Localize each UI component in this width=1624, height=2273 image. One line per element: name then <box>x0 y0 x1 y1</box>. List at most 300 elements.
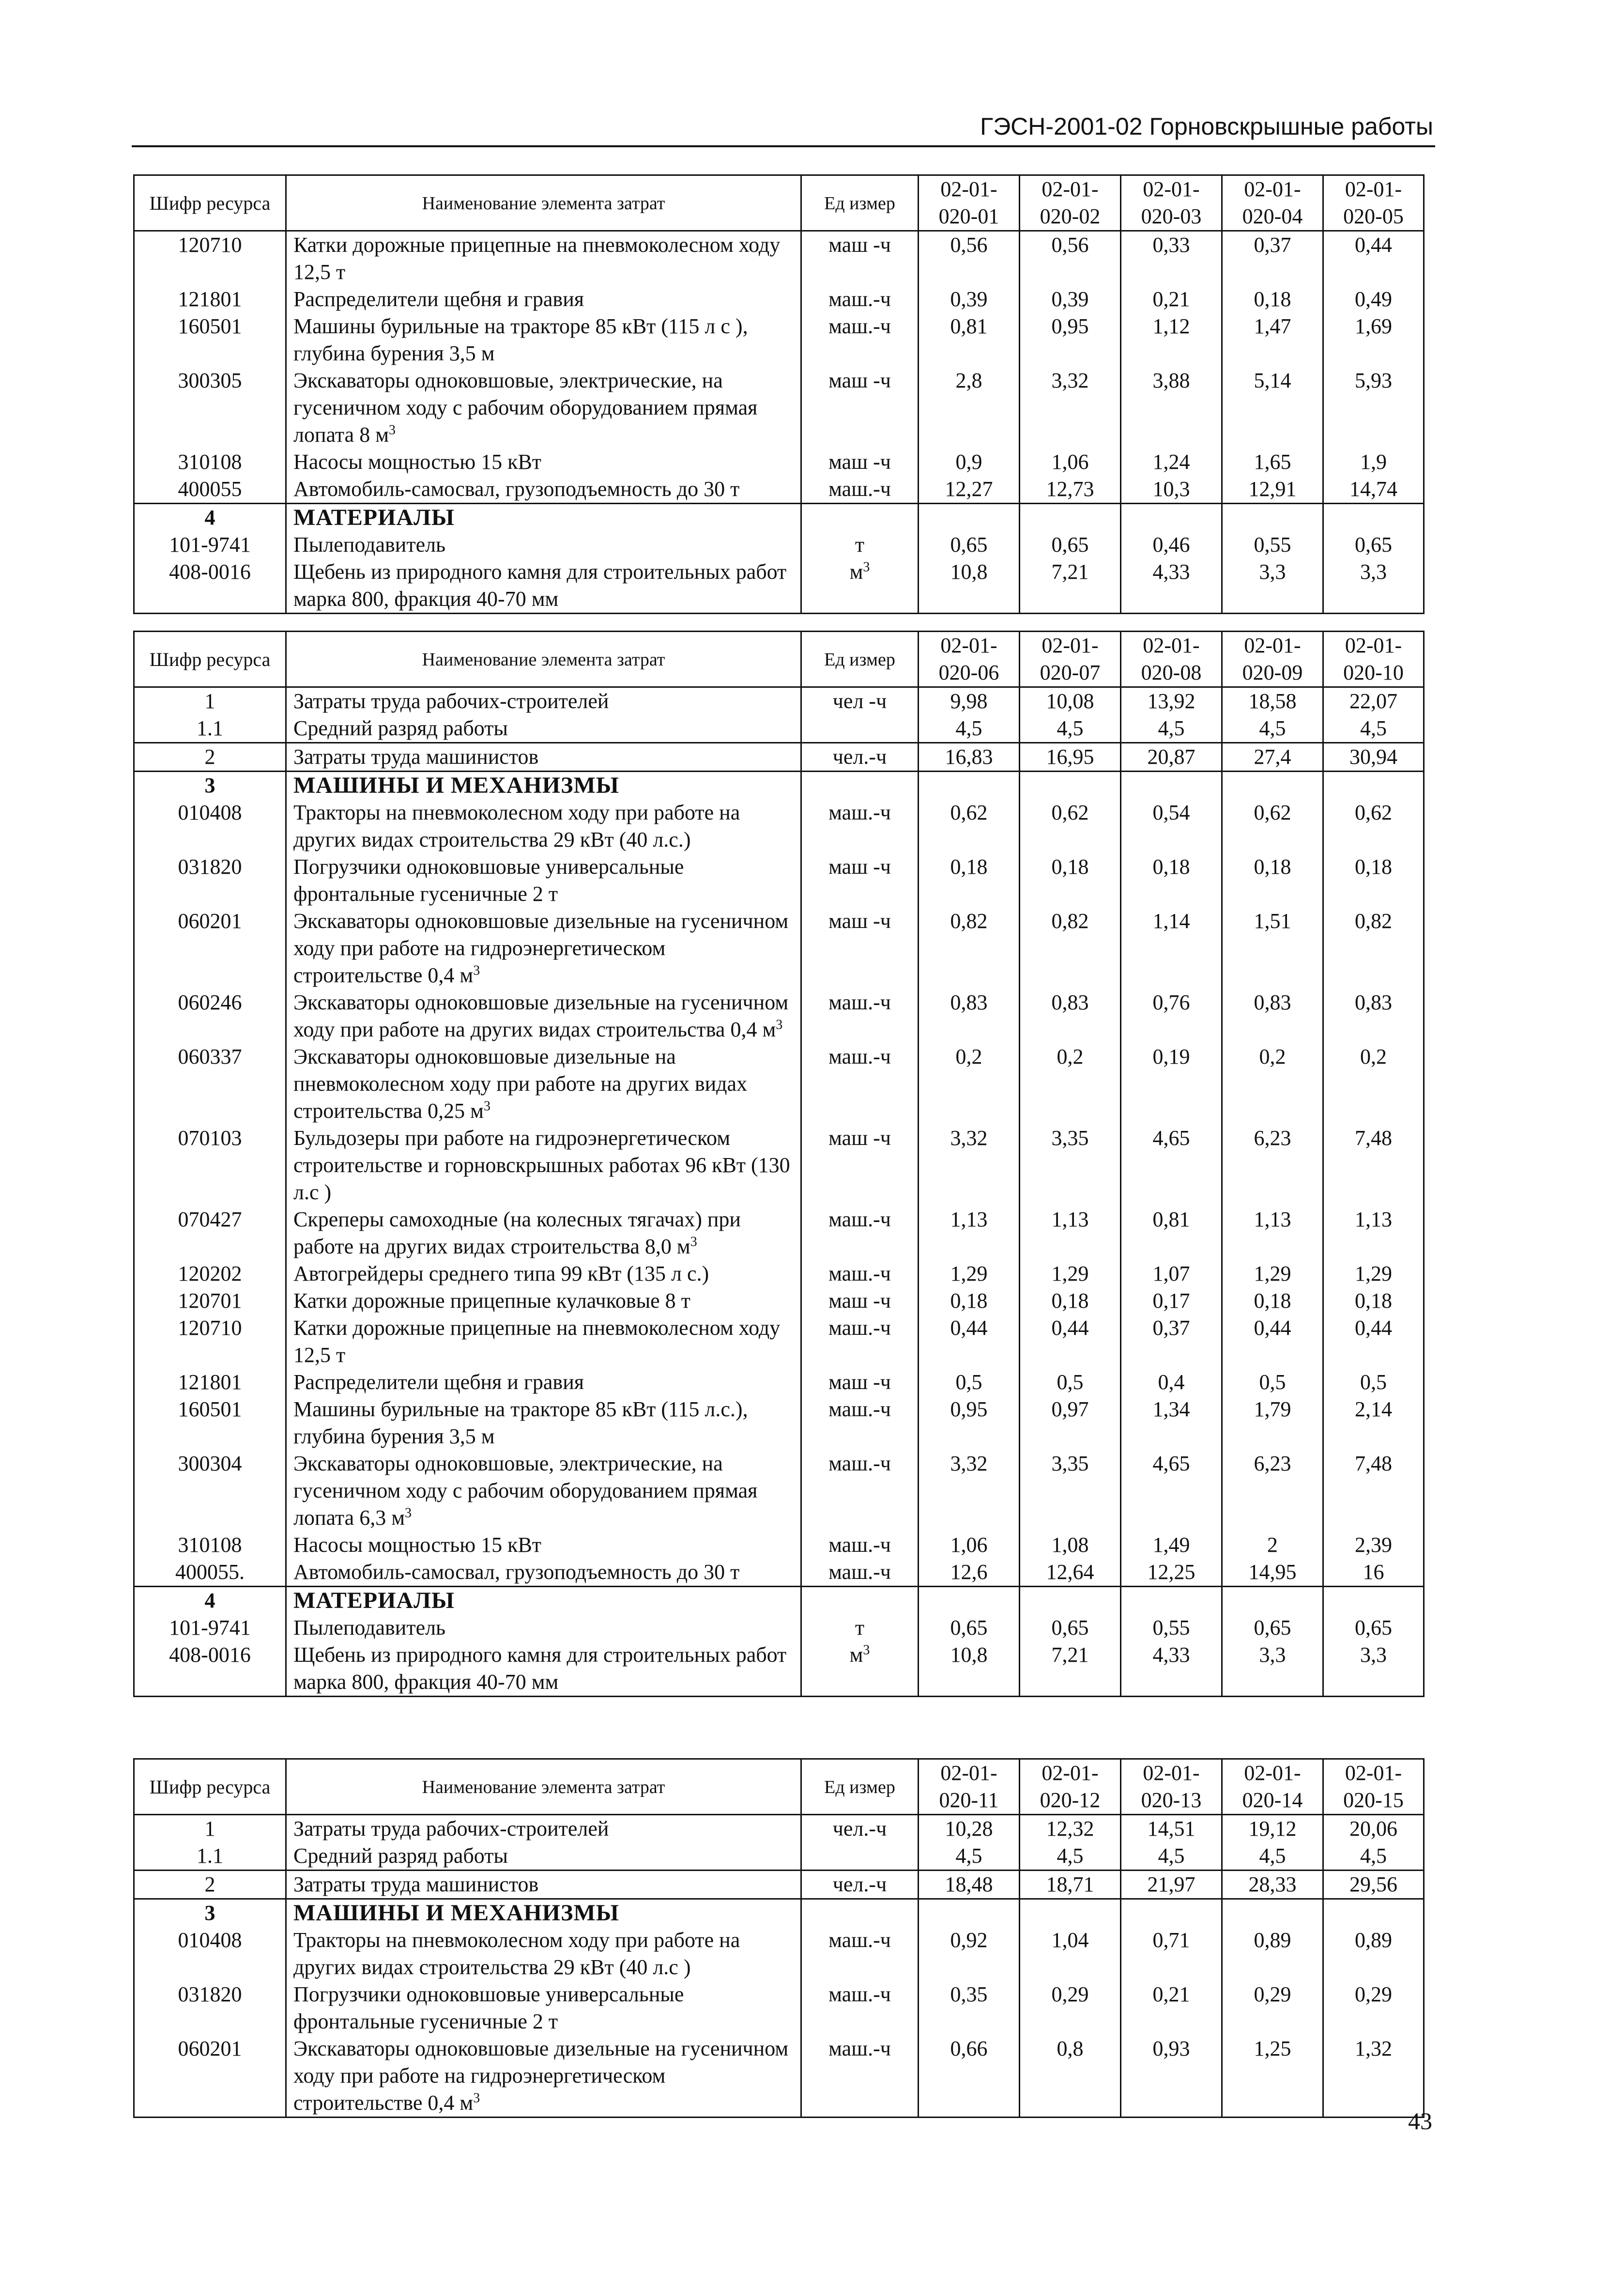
norm-value: 0,44 <box>1323 1314 1424 1369</box>
norm-value: 4,33 <box>1121 1641 1222 1697</box>
cost-element-name <box>286 1450 801 1531</box>
norm-value: 4,65 <box>1121 1450 1222 1531</box>
header-column-code: 02-01-020-02 <box>1020 175 1121 231</box>
cost-element-name <box>286 286 801 313</box>
cost-element-text: Затраты труда рабочих-строителей <box>293 689 609 713</box>
norm-value: 0,17 <box>1121 1287 1222 1314</box>
norm-value: 0,18 <box>1222 1287 1323 1314</box>
unit-text: м <box>849 560 863 584</box>
cost-element-text: Пылеподавитель <box>293 1616 446 1639</box>
norm-value: 0,92 <box>919 1927 1020 1981</box>
norm-value: 16,95 <box>1020 743 1121 772</box>
norm-value: 0,44 <box>1323 231 1424 286</box>
cost-element-text: Распределители щебня и гравия <box>293 287 584 311</box>
header-name-text: Наименование элемента затрат <box>422 193 665 214</box>
norm-value: 1,32 <box>1323 2035 1424 2118</box>
table-row <box>134 799 1424 853</box>
unit-of-measure <box>801 687 919 715</box>
norm-value: 0,29 <box>1222 1981 1323 2035</box>
norm-value: 0,21 <box>1121 286 1222 313</box>
norm-value: 10,8 <box>919 558 1020 614</box>
norm-value: 0,18 <box>919 1287 1020 1314</box>
norm-value: 0,56 <box>1020 231 1121 286</box>
resource-code: 060337 <box>134 1043 286 1125</box>
norm-value: 0,81 <box>919 313 1020 367</box>
section-row <box>134 772 1424 800</box>
norm-value: 0,4 <box>1121 1369 1222 1396</box>
header-code <box>134 632 286 687</box>
cost-element-name <box>286 743 801 772</box>
norm-value: 0,93 <box>1121 2035 1222 2118</box>
norm-value: 0,18 <box>1020 1287 1121 1314</box>
superscript: 3 <box>473 2090 480 2106</box>
norm-value: 6,23 <box>1222 1125 1323 1206</box>
cost-element-name <box>286 989 801 1043</box>
resource-code: 160501 <box>134 1396 286 1450</box>
unit-text: маш -ч <box>828 1370 891 1394</box>
table-row <box>134 1842 1424 1871</box>
cost-element-name <box>286 1043 801 1125</box>
table-row <box>134 853 1424 908</box>
table-row <box>134 1614 1424 1641</box>
table-row <box>134 1450 1424 1531</box>
unit-of-measure <box>801 286 919 313</box>
resource-code: 310108 <box>134 448 286 476</box>
cost-element-name <box>286 1260 801 1287</box>
cost-element-text: Затраты труда рабочих-строителей <box>293 1817 609 1840</box>
superscript: 3 <box>473 963 480 978</box>
norm-value: 2 <box>1222 1531 1323 1559</box>
norm-value: 2,39 <box>1323 1531 1424 1559</box>
table-header-row <box>134 175 1424 231</box>
norm-value <box>1222 1587 1323 1615</box>
unit-text: маш.-ч <box>828 1207 891 1231</box>
norm-value: 5,93 <box>1323 367 1424 448</box>
norm-value: 1,47 <box>1222 313 1323 367</box>
norm-value: 10,28 <box>919 1815 1020 1843</box>
norm-value: 14,74 <box>1323 476 1424 504</box>
norm-value: 0,46 <box>1121 531 1222 558</box>
unit-of-measure <box>801 1125 919 1206</box>
norm-value: 0,29 <box>1020 1981 1121 2035</box>
norm-value: 10,3 <box>1121 476 1222 504</box>
norm-value: 19,12 <box>1222 1815 1323 1843</box>
unit-of-measure <box>801 231 919 286</box>
norm-value: 1,14 <box>1121 908 1222 989</box>
norm-value: 14,51 <box>1121 1815 1222 1843</box>
norm-value: 1,06 <box>1020 448 1121 476</box>
norm-value: 12,91 <box>1222 476 1323 504</box>
norm-value <box>919 772 1020 800</box>
norm-value <box>1020 772 1121 800</box>
table-row <box>134 1531 1424 1559</box>
header-unit <box>801 175 919 231</box>
superscript: 3 <box>776 1017 783 1033</box>
header-code-text: Шифр ресурса <box>149 649 271 670</box>
norm-value: 1,29 <box>1222 1260 1323 1287</box>
cost-element-text: Погрузчики одноковшовые универсальные фронтальные гусеничные 2 т <box>293 855 684 906</box>
norm-value: 0,83 <box>1323 989 1424 1043</box>
header-name <box>286 175 801 231</box>
norm-value: 7,21 <box>1020 558 1121 614</box>
header-code-text: Шифр ресурса <box>149 192 271 214</box>
unit-of-measure <box>801 1531 919 1559</box>
cost-element-text: Пылеподавитель <box>293 533 446 557</box>
cost-element-name <box>286 799 801 853</box>
norm-value: 0,62 <box>1020 799 1121 853</box>
unit-text: маш.-ч <box>828 1533 891 1557</box>
cost-element-name <box>286 1614 801 1641</box>
unit-of-measure <box>801 989 919 1043</box>
resource-code: 031820 <box>134 853 286 908</box>
table-row <box>134 2035 1424 2118</box>
header-column-code: 02-01-020-13 <box>1121 1759 1222 1815</box>
unit-text: маш.-ч <box>828 1045 891 1068</box>
cost-element-name <box>286 1396 801 1450</box>
norm-value <box>1121 1587 1222 1615</box>
norm-value: 0,2 <box>1020 1043 1121 1125</box>
cost-element-text: Экскаваторы одноковшовые дизельные на гусеничном ходу при работе на других видах строительства 0,4 м <box>293 990 789 1041</box>
norm-value: 0,65 <box>1323 1614 1424 1641</box>
norm-value <box>1222 504 1323 532</box>
table-row <box>134 1641 1424 1697</box>
cost-element-text: Автомобиль-самосвал, грузоподъемность до 30 т <box>293 477 740 501</box>
norm-value: 0,83 <box>1222 989 1323 1043</box>
superscript: 3 <box>405 1505 412 1521</box>
resource-code: 010408 <box>134 1927 286 1981</box>
unit-of-measure <box>801 853 919 908</box>
norm-value: 29,56 <box>1323 1871 1424 1899</box>
resource-code: 300305 <box>134 367 286 448</box>
norm-value: 0,82 <box>1323 908 1424 989</box>
norm-value: 12,64 <box>1020 1559 1121 1587</box>
norm-value: 0,29 <box>1323 1981 1424 2035</box>
norm-value: 16,83 <box>919 743 1020 772</box>
norm-value: 0,55 <box>1222 531 1323 558</box>
unit-of-measure <box>801 1842 919 1871</box>
cost-element-text: Катки дорожные прицепные на пневмоколесном ходу 12,5 т <box>293 1316 781 1367</box>
norm-value: 20,87 <box>1121 743 1222 772</box>
cost-element-text: МАШИНЫ И МЕХАНИЗМЫ <box>293 773 619 798</box>
norm-value <box>1323 1587 1424 1615</box>
superscript: 3 <box>389 422 396 438</box>
norm-value: 18,48 <box>919 1871 1020 1899</box>
norm-value: 1,29 <box>1020 1260 1121 1287</box>
resource-code: 010408 <box>134 799 286 853</box>
cost-element-name <box>286 2035 801 2118</box>
norm-value: 0,18 <box>1222 286 1323 313</box>
norm-value: 6,23 <box>1222 1450 1323 1531</box>
norm-value: 0,35 <box>919 1981 1020 2035</box>
norm-value: 0,5 <box>1020 1369 1121 1396</box>
norm-value: 1,49 <box>1121 1531 1222 1559</box>
resource-code: 101-9741 <box>134 1614 286 1641</box>
cost-table-1 <box>133 174 1425 614</box>
table-row <box>134 1559 1424 1587</box>
norm-value <box>1121 504 1222 532</box>
table-row <box>134 558 1424 614</box>
norm-value: 0,18 <box>1323 1287 1424 1314</box>
cost-table-2 <box>133 631 1425 1697</box>
norm-value: 0,2 <box>1323 1043 1424 1125</box>
norm-value: 4,5 <box>919 1842 1020 1871</box>
resource-code: 408-0016 <box>134 558 286 614</box>
header-unit-text: Ед измер <box>824 649 895 670</box>
norm-value: 1,13 <box>1222 1206 1323 1260</box>
resource-code: 2 <box>134 743 286 772</box>
norm-value: 1,12 <box>1121 313 1222 367</box>
resource-code: 120701 <box>134 1287 286 1314</box>
resource-code: 1 <box>134 687 286 715</box>
norm-value: 0,18 <box>1222 853 1323 908</box>
header-unit <box>801 632 919 687</box>
header-column-code: 02-01-020-12 <box>1020 1759 1121 1815</box>
cost-element-name <box>286 1287 801 1314</box>
norm-value: 3,3 <box>1222 558 1323 614</box>
norm-value: 1,34 <box>1121 1396 1222 1450</box>
norm-value: 4,5 <box>1121 1842 1222 1871</box>
norm-value: 0,5 <box>919 1369 1020 1396</box>
header-unit <box>801 1759 919 1815</box>
resource-code: 2 <box>134 1871 286 1899</box>
header-rule <box>132 145 1435 147</box>
unit-of-measure <box>801 1260 919 1287</box>
norm-value: 3,32 <box>919 1450 1020 1531</box>
resource-code: 031820 <box>134 1981 286 2035</box>
table-row <box>134 908 1424 989</box>
unit-text: маш.-ч <box>828 1397 891 1421</box>
norm-value <box>1222 772 1323 800</box>
norm-value: 0,65 <box>919 531 1020 558</box>
cost-element-name <box>286 853 801 908</box>
cost-element-text: Средний разряд работы <box>293 1844 508 1868</box>
cost-element-name <box>286 367 801 448</box>
norm-value: 0,54 <box>1121 799 1222 853</box>
table-row <box>134 1125 1424 1206</box>
norm-value: 0,5 <box>1222 1369 1323 1396</box>
cost-element-name <box>286 1842 801 1871</box>
norm-value: 4,5 <box>1020 715 1121 743</box>
norm-value: 0,44 <box>1020 1314 1121 1369</box>
unit-text: маш.-ч <box>828 801 891 824</box>
cost-element-text: Автогрейдеры среднего типа 99 кВт (135 л с.) <box>293 1262 709 1285</box>
norm-value: 3,3 <box>1323 1641 1424 1697</box>
resource-code: 1.1 <box>134 1842 286 1871</box>
norm-value: 3,88 <box>1121 367 1222 448</box>
table-row <box>134 1260 1424 1287</box>
cost-element-name <box>286 687 801 715</box>
norm-value: 3,35 <box>1020 1125 1121 1206</box>
header-code-text: Шифр ресурса <box>149 1776 271 1798</box>
table-row <box>134 1396 1424 1450</box>
norm-value: 1,79 <box>1222 1396 1323 1450</box>
norm-value: 3,32 <box>1020 367 1121 448</box>
cost-element-name <box>286 1314 801 1369</box>
unit-of-measure <box>801 1396 919 1450</box>
unit-text: маш -ч <box>828 369 891 392</box>
cost-element-name <box>286 1641 801 1697</box>
norm-value: 0,2 <box>1222 1043 1323 1125</box>
unit-text: маш -ч <box>828 1289 891 1313</box>
header-name <box>286 1759 801 1815</box>
resource-code: 3 <box>134 1899 286 1927</box>
norm-value <box>1222 1899 1323 1927</box>
norm-value: 0,18 <box>919 853 1020 908</box>
section-row <box>134 504 1424 532</box>
resource-code: 120710 <box>134 231 286 286</box>
cost-element-name <box>286 1369 801 1396</box>
norm-value <box>1121 772 1222 800</box>
table-row <box>134 1815 1424 1843</box>
cost-element-text: Экскаваторы одноковшовые, электрические, на гусеничном ходу с рабочим оборудованием прямая лопата 8 м <box>293 369 758 447</box>
header-column-code: 02-01-020-10 <box>1323 632 1424 687</box>
norm-value: 0,82 <box>919 908 1020 989</box>
resource-code: 4 <box>134 1587 286 1615</box>
unit-of-measure <box>801 1587 919 1615</box>
norm-value: 0,21 <box>1121 1981 1222 2035</box>
norm-value: 18,58 <box>1222 687 1323 715</box>
norm-value: 4,5 <box>1323 1842 1424 1871</box>
norm-value: 0,65 <box>1020 1614 1121 1641</box>
table-row <box>134 448 1424 476</box>
table-row <box>134 1871 1424 1899</box>
superscript: 3 <box>863 559 870 575</box>
unit-text: маш.-ч <box>828 477 891 501</box>
table-row <box>134 1287 1424 1314</box>
norm-value: 22,07 <box>1323 687 1424 715</box>
table-row <box>134 231 1424 286</box>
resource-code: 060201 <box>134 908 286 989</box>
cost-element-text: МАТЕРИАЛЫ <box>293 505 455 530</box>
table-row <box>134 313 1424 367</box>
resource-code: 4 <box>134 504 286 532</box>
resource-code: 400055 <box>134 476 286 504</box>
resource-code: 3 <box>134 772 286 800</box>
norm-value: 4,65 <box>1121 1125 1222 1206</box>
norm-value: 0,18 <box>1020 853 1121 908</box>
header-name-text: Наименование элемента затрат <box>422 1777 665 1797</box>
table-row <box>134 743 1424 772</box>
table-row <box>134 715 1424 743</box>
norm-value: 1,04 <box>1020 1927 1121 1981</box>
norm-value: 2,14 <box>1323 1396 1424 1450</box>
cost-element-text: Катки дорожные прицепные кулачковые 8 т <box>293 1289 690 1313</box>
superscript: 3 <box>690 1234 697 1250</box>
unit-of-measure <box>801 772 919 800</box>
header-column-code: 02-01-020-11 <box>919 1759 1020 1815</box>
header-column-code: 02-01-020-07 <box>1020 632 1121 687</box>
norm-value: 1,29 <box>1323 1260 1424 1287</box>
norm-value: 0,83 <box>1020 989 1121 1043</box>
superscript: 3 <box>863 1642 870 1658</box>
cost-element-text: Погрузчики одноковшовые универсальные фронтальные гусеничные 2 т <box>293 1982 684 2033</box>
cost-element-text: Машины бурильные на тракторе 85 кВт (115 л.с.), глубина бурения 3,5 м <box>293 1397 748 1448</box>
norm-value: 0,65 <box>919 1614 1020 1641</box>
norm-value <box>919 1899 1020 1927</box>
cost-element-text: Распределители щебня и гравия <box>293 1370 584 1394</box>
norm-value: 1,65 <box>1222 448 1323 476</box>
table-row <box>134 1043 1424 1125</box>
header-column-code: 02-01-020-04 <box>1222 175 1323 231</box>
norm-value: 0,9 <box>919 448 1020 476</box>
unit-of-measure <box>801 1043 919 1125</box>
unit-text: чел.-ч <box>832 1817 887 1840</box>
table-row <box>134 286 1424 313</box>
cost-element-name <box>286 715 801 743</box>
norm-value: 4,5 <box>1323 715 1424 743</box>
resource-code: 070427 <box>134 1206 286 1260</box>
cost-table-3 <box>133 1758 1425 2118</box>
norm-value: 0,66 <box>919 2035 1020 2118</box>
norm-value: 1,69 <box>1323 313 1424 367</box>
section-title <box>286 1587 801 1615</box>
norm-value: 1,51 <box>1222 908 1323 989</box>
norm-value: 0,83 <box>919 989 1020 1043</box>
header-name <box>286 632 801 687</box>
cost-element-text: Экскаваторы одноковшовые дизельные на пневмоколесном ходу при работе на других видах строительства 0,25 м <box>293 1045 748 1123</box>
norm-value: 0,33 <box>1121 231 1222 286</box>
table-row <box>134 1927 1424 1981</box>
header-column-code: 02-01-020-06 <box>919 632 1020 687</box>
norm-value: 3,32 <box>919 1125 1020 1206</box>
norm-value: 0,49 <box>1323 286 1424 313</box>
unit-of-measure <box>801 1871 919 1899</box>
norm-value: 0,55 <box>1121 1614 1222 1641</box>
norm-value: 3,3 <box>1323 558 1424 614</box>
cost-element-name <box>286 231 801 286</box>
norm-value: 4,5 <box>919 715 1020 743</box>
norm-value: 16 <box>1323 1559 1424 1587</box>
cost-element-name <box>286 558 801 614</box>
cost-element-name <box>286 531 801 558</box>
unit-text: маш -ч <box>828 450 891 474</box>
norm-value <box>919 1587 1020 1615</box>
unit-of-measure <box>801 1314 919 1369</box>
norm-value: 0,37 <box>1121 1314 1222 1369</box>
cost-element-text: Затраты труда машинистов <box>293 1872 539 1896</box>
norm-value: 4,5 <box>1222 1842 1323 1871</box>
resource-code: 160501 <box>134 313 286 367</box>
cost-element-name <box>286 313 801 367</box>
cost-element-text: Щебень из природного камня для строительных работ марка 800, фракция 40-70 мм <box>293 1643 787 1694</box>
unit-of-measure <box>801 743 919 772</box>
norm-value: 12,32 <box>1020 1815 1121 1843</box>
norm-value <box>1020 504 1121 532</box>
table-header-row <box>134 632 1424 687</box>
resource-code: 101-9741 <box>134 531 286 558</box>
norm-value: 0,39 <box>919 286 1020 313</box>
norm-value: 0,37 <box>1222 231 1323 286</box>
norm-value: 0,89 <box>1222 1927 1323 1981</box>
cost-element-name <box>286 448 801 476</box>
norm-value: 9,98 <box>919 687 1020 715</box>
superscript: 3 <box>483 1098 490 1114</box>
cost-element-text: Экскаваторы одноковшовые дизельные на гусеничном ходу при работе на гидроэнергетическом строительстве 0,4 м <box>293 909 789 987</box>
table-row <box>134 1369 1424 1396</box>
unit-of-measure <box>801 1287 919 1314</box>
cost-element-text: Бульдозеры при работе на гидроэнергетическом строительстве и горновскрышных работах 96 кВт (130 л.с ) <box>293 1126 790 1204</box>
header-column-code: 02-01-020-14 <box>1222 1759 1323 1815</box>
norm-value: 5,14 <box>1222 367 1323 448</box>
page-number: 43 <box>1408 2107 1432 2134</box>
norm-value: 0,65 <box>1020 531 1121 558</box>
table-row <box>134 531 1424 558</box>
unit-of-measure <box>801 799 919 853</box>
section-row <box>134 1899 1424 1927</box>
cost-element-text: Щебень из природного камня для строительных работ марка 800, фракция 40-70 мм <box>293 560 787 611</box>
norm-value <box>1323 772 1424 800</box>
norm-value: 21,97 <box>1121 1871 1222 1899</box>
